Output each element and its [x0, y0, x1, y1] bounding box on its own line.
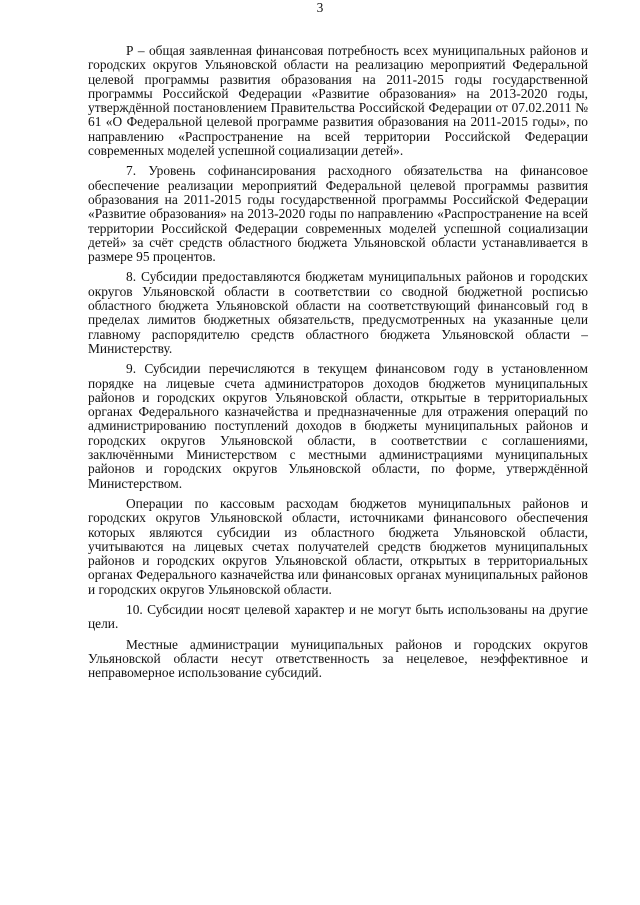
paragraph-cash-operations: Операции по кассовым расходам бюджетов муниципальных районов и городских округов Ульяновской области, источниками финансового обеспечения которых являются субсидии из областного бюджета Ульяновской области, учитываются на лицевых счетах получателей средств бюджетов муниципальных районов и городских округов Ульяновской области, открытых в территориальных органах Федерального казначейства или финансовых органах муниципальных районов и городских округов Ульяновской области.: [88, 495, 588, 597]
paragraph-8-subsidy-provision: 8. Субсидии предоставляются бюджетам муниципальных районов и городских округов Ульяновской области в соответствии со сводной бюджетной росписью областного бюджета Ульяновской области на соответствующий финансовый год в пределах лимитов бюджетных обязательств, предусмотренных на указанные цели главному распорядителю средств областного бюджета Ульяновской области – Министерству.: [88, 269, 588, 356]
paragraph-7-cofinancing-level: 7. Уровень софинансирования расходного обязательства на финансовое обеспечение реализации мероприятий Федеральной целевой программы развития образования на 2011-2015 годы государственной программы Российской Федерации «Развитие образования» на 2013-2020 годы по направлению «Распространение на всей территории Российской Федерации современных моделей успешной социализации детей» за счёт средств областного бюджета Ульяновской области устанавливается в размере 95 процентов.: [88, 163, 588, 265]
page-number: 3: [316, 0, 324, 15]
paragraph-10-targeted-use: 10. Субсидии носят целевой характер и не могут быть использованы на другие цели.: [88, 601, 588, 632]
paragraph-formula-p-definition: Р – общая заявленная финансовая потребность всех муниципальных районов и городских округов Ульяновской области на реализацию мероприятий Федеральной целевой программы развития образования на 2011-2015 годы государственной программы Российской Федерации «Развитие образования» на 2013-2020 годы, утверждённой постановлением Правительства Российской Федерации от 07.02.2011 № 61 «О Федеральной целевой программе развития образования на 2011-2015 годы», по направлению «Распространение на всей территории Российской Федерации современных моделей успешной социализации детей».: [88, 43, 588, 159]
document-body: [88, 44, 588, 680]
paragraph-responsibility: Местные администрации муниципальных районов и городских округов Ульяновской области несут ответственность за нецелевое, неэффективное и неправомерное использование субсидий.: [88, 636, 588, 681]
paragraph-9-subsidy-transfer: 9. Субсидии перечисляются в текущем финансовом году в установленном порядке на лицевые счета администраторов доходов бюджетов муниципальных районов и городских округов Ульяновской области, открытые в территориальных органах Федерального казначейства и предназначенные для отражения операций по администрированию поступлений доходов в бюджеты муниципальных районов и городских округов Ульяновской области, в соответствии с соглашениями, заключёнными Министерством с местными администрациями муниципальных районов и городских округов Ульяновской области, по форме, утверждённой Министерством.: [88, 361, 588, 491]
